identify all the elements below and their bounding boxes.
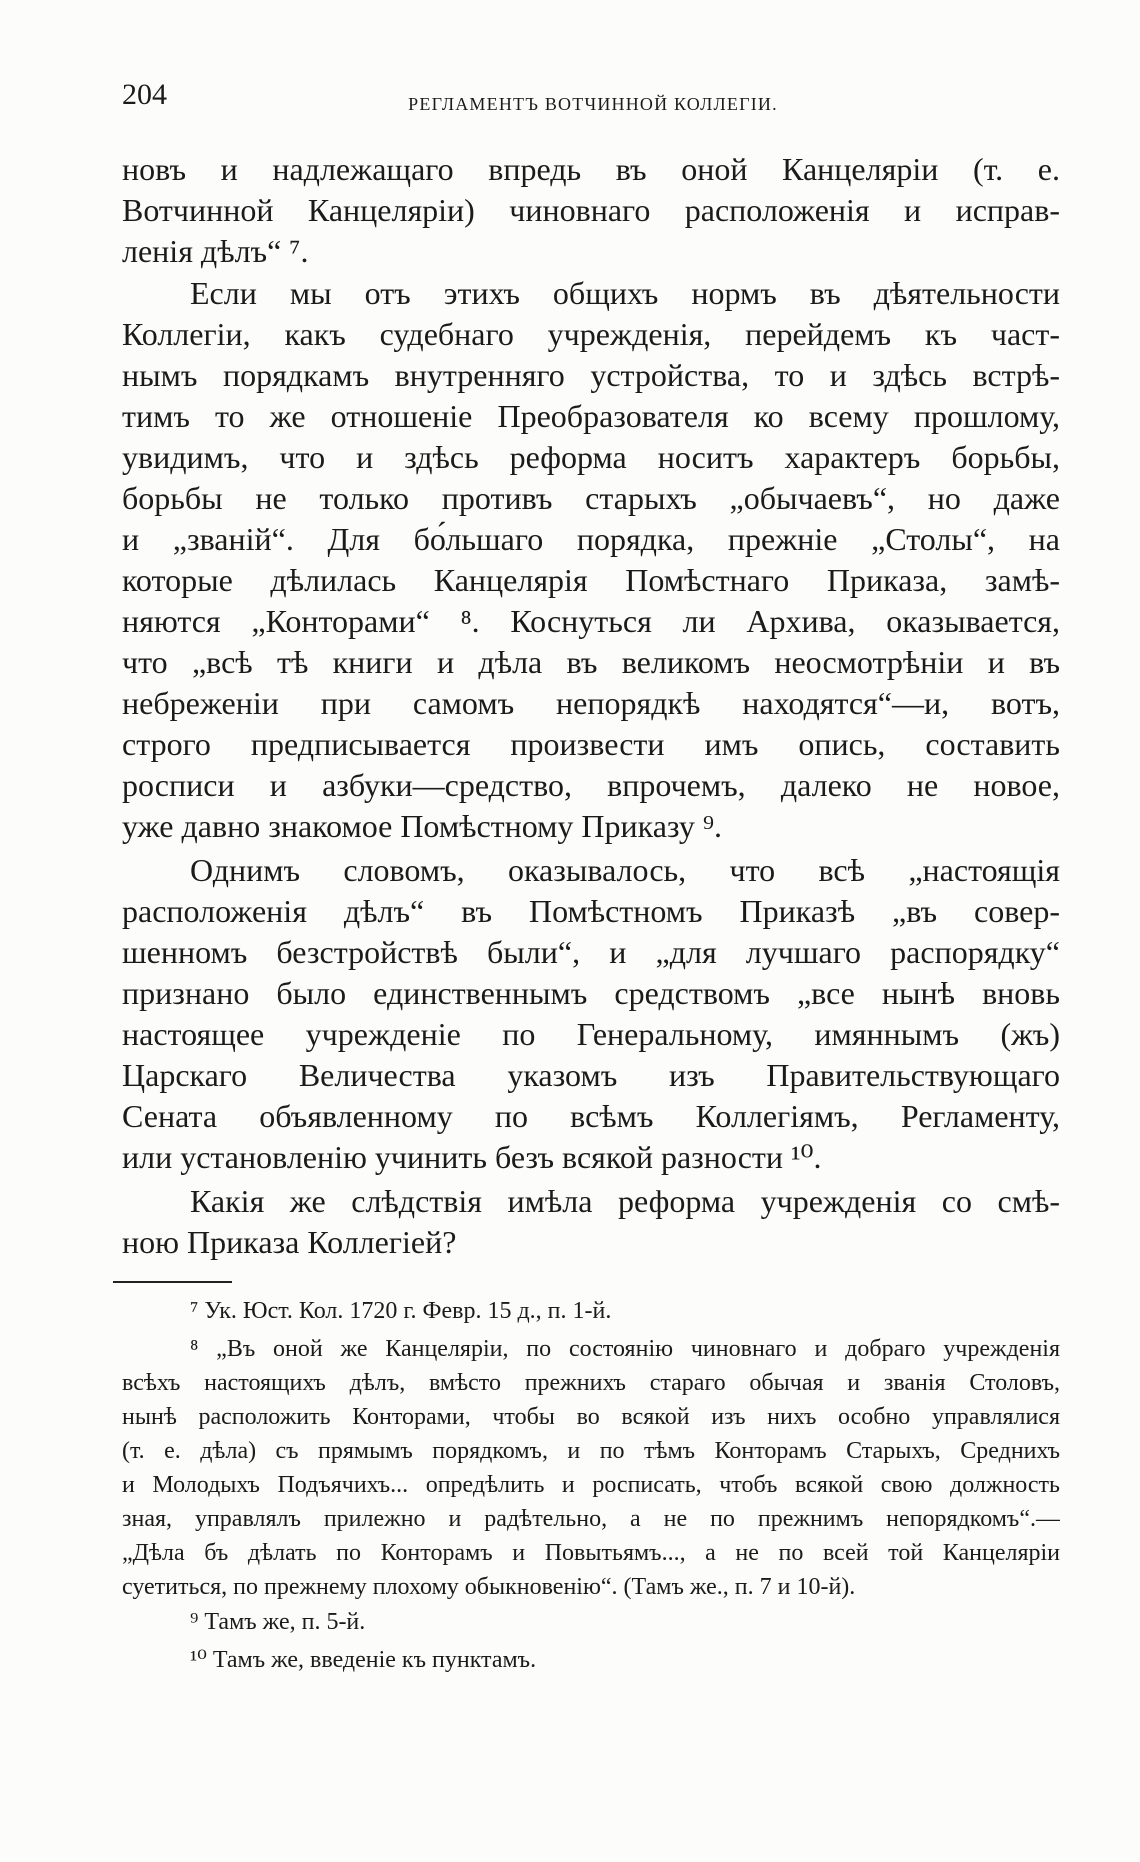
text-line: Однимъ словомъ, оказывалось, что всѣ „настоящія (190, 852, 1060, 888)
text-line: Коллегіи, какъ судебнаго учрежденія, перейдемъ къ част- (122, 316, 1060, 352)
text-line: увидимъ, что и здѣсь реформа носитъ характеръ борьбы, (122, 439, 1060, 475)
paragraph-4 (122, 1181, 1060, 1263)
paragraph-3 (122, 850, 1060, 1178)
page-number: 204 (122, 78, 167, 111)
text-line: нымъ порядкамъ внутренняго устройства, то и здѣсь встрѣ- (122, 357, 1060, 393)
text-line: Царскаго Величества указомъ изъ Правительствующаго (122, 1057, 1060, 1093)
text-line: новъ и надлежащаго впредь въ оной Канцеляріи (т. е. (122, 151, 1060, 187)
footnote-line: (т. е. дѣла) съ прямымъ порядкомъ, и по тѣмъ Конторамъ Старыхъ, Среднихъ (122, 1438, 1060, 1464)
footnote-line: нынѣ расположить Конторами, чтобы во всякой изъ нихъ особно управлялися (122, 1404, 1060, 1430)
footnote-line: зная, управлялъ прилежно и радѣтельно, а не по прежнимъ непорядкомъ“.— (122, 1506, 1060, 1532)
footnote-line: ⁷ Ук. Юст. Кол. 1720 г. Февр. 15 д., п. 1-й. (190, 1298, 612, 1324)
text-line: небреженіи при самомъ непорядкѣ находятся“—и, вотъ, (122, 685, 1060, 721)
text-line: или установленію учинить безъ всякой разности ¹⁰. (122, 1139, 822, 1175)
text-line: Сената объявленному по всѣмъ Коллегіямъ, Регламенту, (122, 1098, 1060, 1134)
text-line: которые дѣлилась Канцелярія Помѣстнаго Приказа, замѣ- (122, 562, 1060, 598)
text-line: Какія же слѣдствія имѣла реформа учрежденія со смѣ- (190, 1183, 1060, 1219)
text-line: и „званій“. Для бо́льшаго порядка, прежніе „Столы“, на (122, 521, 1060, 557)
text-line: ленія дѣлъ“ ⁷. (122, 233, 309, 269)
footnote-separator (113, 1281, 232, 1283)
footnote-9 (122, 1605, 1060, 1639)
text-line: Вотчинной Канцеляріи) чиновнаго расположенія и исправ- (122, 192, 1060, 228)
text-line: росписи и азбуки—средство, впрочемъ, далеко не новое, (122, 767, 1060, 803)
footnote-line: ⁸ „Въ оной же Канцеляріи, по состоянію чиновнаго и добраго учрежденія (190, 1336, 1060, 1362)
text-line: настоящее учрежденіе по Генеральному, имяннымъ (жъ) (122, 1016, 1060, 1052)
footnote-line: и Молодыхъ Подъячихъ... опредѣлить и росписать, чтобъ всякой свою должность (122, 1472, 1060, 1498)
footnote-8 (122, 1332, 1060, 1604)
text-line: строго предписывается произвести имъ опись, составить (122, 726, 1060, 762)
footnote-line: всѣхъ настоящихъ дѣлъ, вмѣсто прежнихъ стараго обычая и званія Столовъ, (122, 1370, 1060, 1396)
running-title: РЕГЛАМЕНТЪ ВОТЧИННОЙ КОЛЛЕГІИ. (408, 94, 778, 114)
footnote-7 (122, 1294, 1060, 1328)
paragraph-1 (122, 149, 1060, 272)
paragraph-2 (122, 273, 1060, 847)
text-line: уже давно знакомое Помѣстному Приказу ⁹. (122, 808, 723, 844)
text-line: Если мы отъ этихъ общихъ нормъ въ дѣятельности (190, 275, 1060, 311)
text-line: шенномъ безстройствѣ были“, и „для лучшаго распорядку“ (122, 934, 1060, 970)
footnote-10 (122, 1643, 1060, 1677)
text-line: ною Приказа Коллегіей? (122, 1224, 457, 1260)
text-line: признано было единственнымъ средствомъ „все нынѣ вновь (122, 975, 1060, 1011)
text-line: тимъ то же отношеніе Преобразователя ко всему прошлому, (122, 398, 1060, 434)
footnote-line: ⁹ Тамъ же, п. 5-й. (190, 1609, 366, 1635)
footnote-line: суетиться, по прежнему плохому обыкновенію“. (Тамъ же., п. 7 и 10-й). (122, 1574, 856, 1600)
text-line: няются „Конторами“ ⁸. Коснуться ли Архива, оказывается, (122, 603, 1060, 639)
footnote-line: ¹⁰ Тамъ же, введеніе къ пунктамъ. (190, 1647, 537, 1673)
footnote-line: „Дѣла бъ дѣлать по Конторамъ и Повытьямъ..., а не по всей той Канцеляріи (122, 1540, 1060, 1566)
text-line: расположенія дѣлъ“ въ Помѣстномъ Приказѣ „въ совер- (122, 893, 1060, 929)
text-line: борьбы не только противъ старыхъ „обычаевъ“, но даже (122, 480, 1060, 516)
text-line: что „всѣ тѣ книги и дѣла въ великомъ неосмотрѣніи и въ (122, 644, 1060, 680)
